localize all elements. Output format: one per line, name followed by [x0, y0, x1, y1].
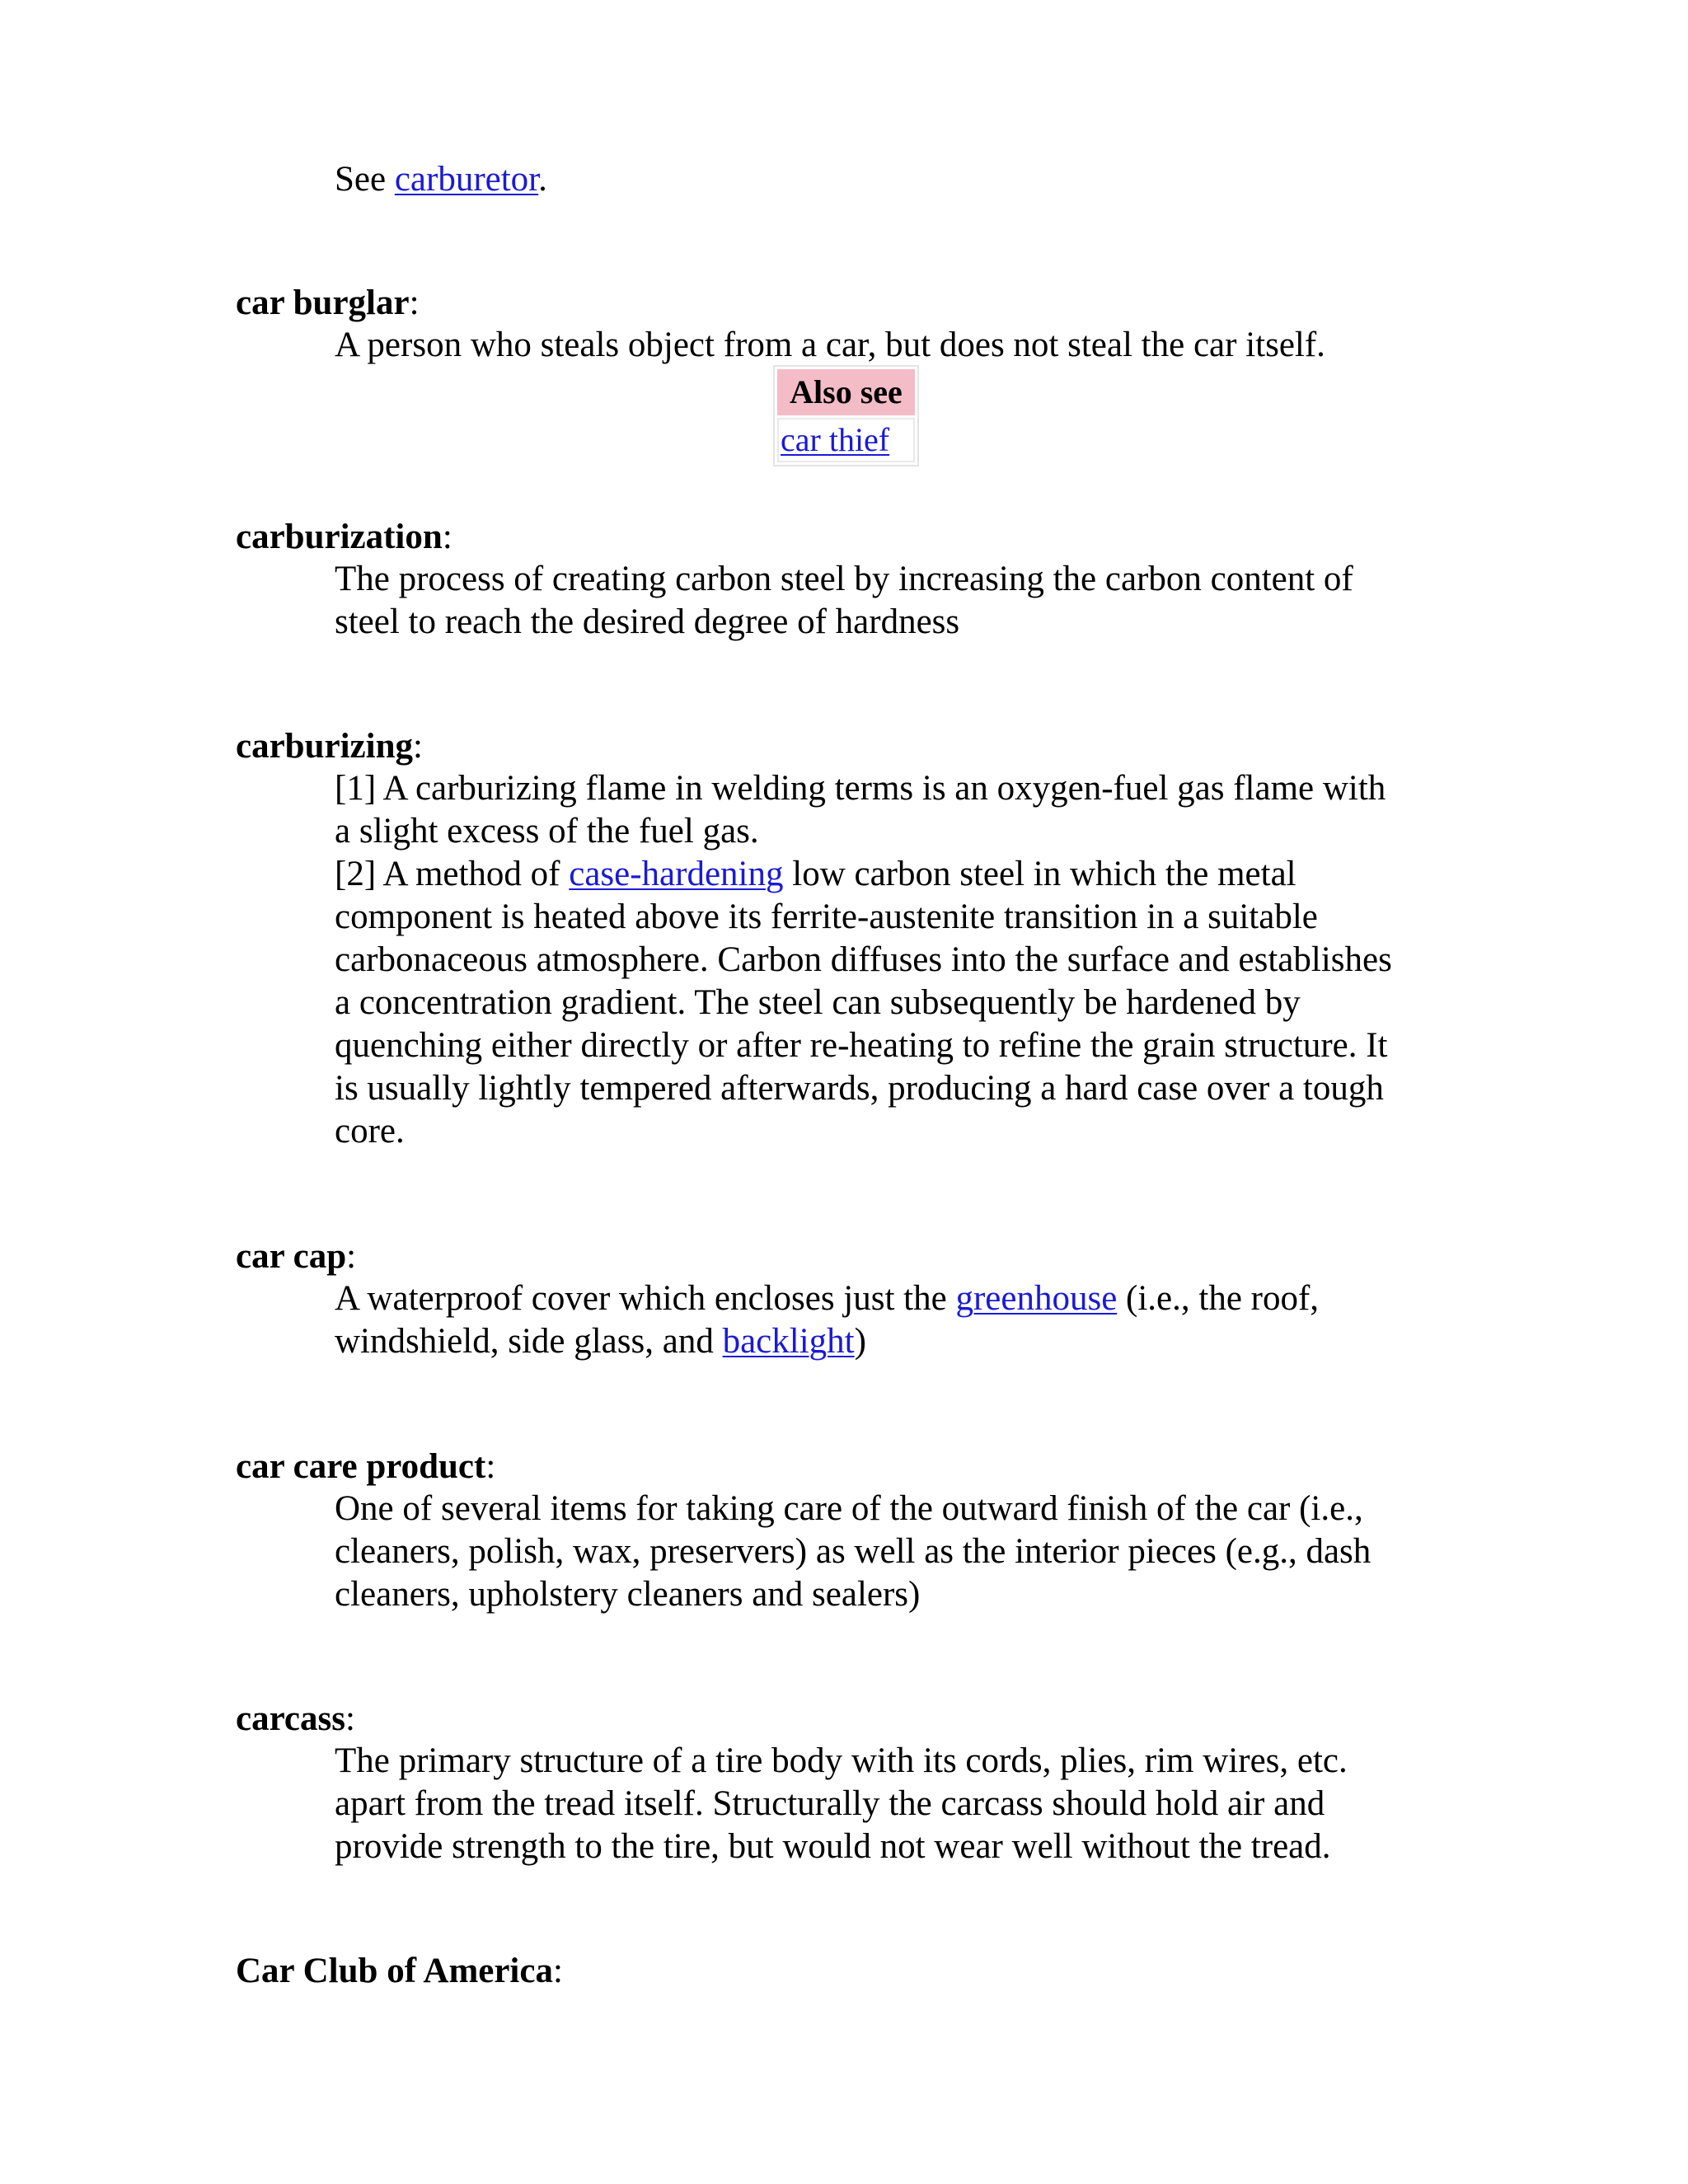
definition-line: The primary structure of a tire body with its cords, plies, rim wires, etc. — [335, 1741, 1348, 1780]
term-car-club-of-america — [236, 1950, 563, 1993]
term-colon: : — [552, 1952, 563, 1990]
also-see-item — [777, 418, 915, 462]
definition-line — [335, 853, 1472, 896]
greenhouse-link[interactable]: greenhouse — [955, 1279, 1118, 1318]
definition-text: A person who steals object from a car, but does not steal the car itself. — [335, 326, 1325, 364]
term-car-burglar — [236, 282, 420, 325]
term-label: car cap — [236, 1237, 347, 1276]
text-fragment: [2] A method of — [335, 855, 570, 893]
also-see-header: Also see — [777, 369, 915, 415]
term-colon: : — [485, 1447, 496, 1486]
term-colon: : — [412, 727, 423, 766]
see-prefix: See — [335, 160, 395, 199]
definition-carcass — [335, 1740, 1472, 1868]
definition-car-cap — [335, 1277, 1472, 1363]
definition-line: cleaners, upholstery cleaners and sealers) — [335, 1575, 921, 1614]
term-label: carcass — [236, 1699, 345, 1738]
definition-line — [335, 1320, 1472, 1363]
definition-line: provide strength to the tire, but would not wear well without the tread. — [335, 1827, 1331, 1866]
definition-line: is usually lightly tempered afterwards, producing a hard case over a tough — [335, 1069, 1384, 1108]
also-see-box — [773, 365, 919, 466]
definition-line: component is heated above its ferrite-austenite transition in a suitable — [335, 898, 1318, 936]
definition-line: apart from the tread itself. Structurally the carcass should hold air and — [335, 1784, 1325, 1823]
term-colon: : — [442, 518, 452, 556]
term-label: car care product — [236, 1447, 486, 1486]
definition-line: One of several items for taking care of the outward finish of the car (i.e., — [335, 1489, 1363, 1528]
carburetor-reference — [335, 158, 1472, 201]
car-thief-link[interactable]: car thief — [781, 421, 890, 458]
term-colon: : — [346, 1237, 357, 1276]
term-carburization — [236, 516, 452, 559]
case-hardening-link[interactable]: case-hardening — [569, 855, 784, 893]
term-colon: : — [345, 1699, 355, 1738]
text-fragment: windshield, side glass, and — [335, 1322, 723, 1361]
backlight-link[interactable]: backlight — [722, 1322, 855, 1361]
definition-car-care-product — [335, 1488, 1472, 1616]
term-label: carburizing — [236, 727, 413, 766]
definition-line: quenching either directly or after re-heating to refine the grain structure. It — [335, 1026, 1388, 1065]
term-colon: : — [409, 284, 420, 322]
term-label: car burglar — [236, 284, 410, 322]
text-fragment: ) — [854, 1322, 866, 1361]
definition-line: [1] A carburizing flame in welding terms is an oxygen-fuel gas flame with — [335, 769, 1386, 808]
definition-line: a slight excess of the fuel gas. — [335, 812, 759, 851]
text-fragment: A waterproof cover which encloses just the — [335, 1279, 956, 1318]
definition-line: The process of creating carbon steel by increasing the carbon content of — [335, 560, 1353, 598]
definition-carburizing — [335, 767, 1472, 1153]
definition-line — [335, 1277, 1472, 1320]
term-label: carburization — [236, 518, 443, 556]
term-car-cap — [236, 1235, 356, 1278]
definition-line: carbonaceous atmosphere. Carbon diffuses into the surface and establishes — [335, 940, 1392, 979]
definition-line: steel to reach the desired degree of hardness — [335, 602, 960, 641]
definition-line: a concentration gradient. The steel can subsequently be hardened by — [335, 983, 1301, 1022]
carburetor-link[interactable]: carburetor — [394, 160, 539, 199]
term-carcass — [236, 1698, 355, 1741]
definition-line: core. — [335, 1112, 405, 1151]
definition-line: cleaners, polish, wax, preservers) as well as the interior pieces (e.g., dash — [335, 1532, 1372, 1571]
term-car-care-product — [236, 1446, 495, 1488]
definition-carburization — [335, 558, 1472, 644]
definition-car-burglar — [335, 324, 1472, 367]
text-fragment: (i.e., the roof, — [1117, 1279, 1320, 1318]
see-suffix: . — [538, 160, 547, 199]
text-fragment: low carbon steel in which the metal — [783, 855, 1296, 893]
term-carburizing — [236, 725, 423, 768]
term-label: Car Club of America — [236, 1952, 553, 1990]
